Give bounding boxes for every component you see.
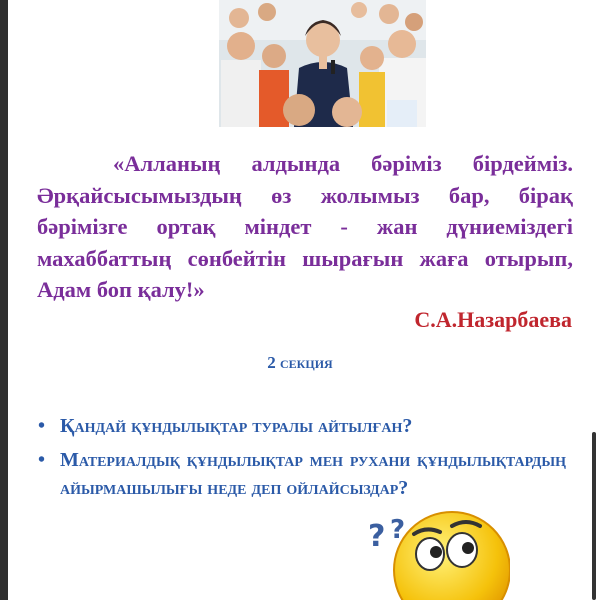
quote-text: «Алланың алдында бәріміз бірдейміз. Әрқайсысымыздың өз жолымыз бар, бірақ бәрімізге ортақ міндет - жан дүниеміздегі махаббаттың сөнбейтін шырағын жаға отырып, Адам боп қалу!» — [37, 151, 573, 302]
section-heading: 2 секция — [267, 353, 333, 372]
question-item: • Қандай құндылықтар туралы айтылған? — [38, 412, 566, 440]
svg-text:?: ? — [390, 515, 406, 545]
question-list — [38, 412, 566, 508]
page-edge — [0, 0, 8, 600]
scrollbar[interactable] — [592, 432, 596, 600]
quote-author: С.А.Назарбаева — [414, 307, 572, 332]
question-item: • Материалдық құндылықтар мен рухани құндылықтардың айырмашылығы неде деп ойлайсыздар? — [38, 446, 566, 502]
photo-children-group — [219, 0, 426, 127]
svg-text:?: ? — [368, 519, 386, 554]
thinking-emoji-icon — [360, 510, 510, 605]
